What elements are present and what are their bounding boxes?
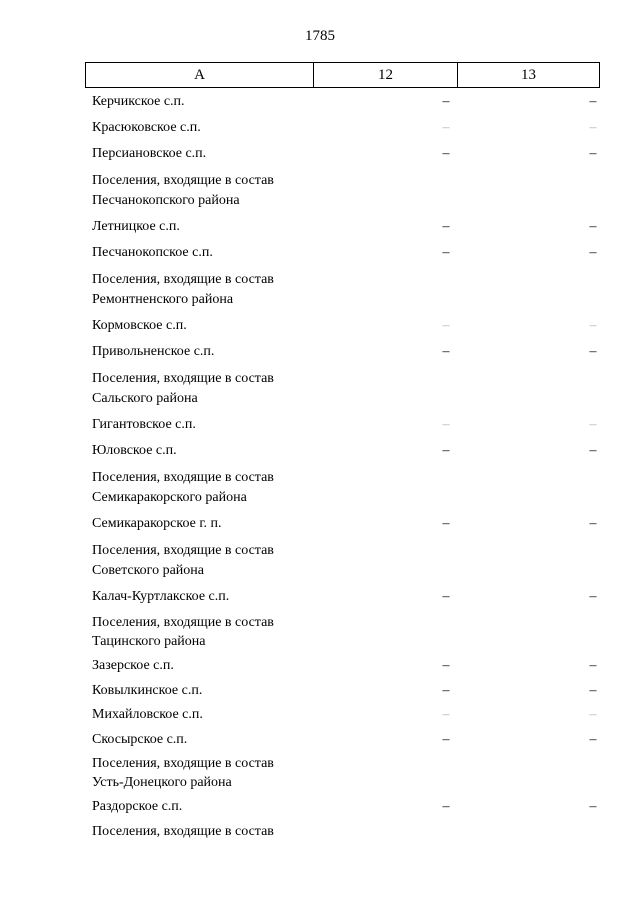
value-col-12: – (442, 443, 450, 458)
column-header-12: 12 (314, 63, 458, 87)
group-heading-line-1: Поселения, входящие в состав (92, 173, 274, 188)
settlement-name: Скосырское с.п. (92, 732, 188, 747)
column-header-13: 13 (521, 66, 536, 83)
settlement-name: Михайловское с.п. (92, 707, 203, 722)
settlement-name: Песчанокопское с.п. (92, 245, 213, 260)
value-col-13: – (589, 146, 597, 161)
value-col-13: – (589, 516, 597, 531)
settlement-name: Ковылкинское с.п. (92, 683, 203, 698)
settlement-name: Гигантовское с.п. (92, 417, 196, 432)
group-heading-line-2: Усть-Донецкого района (92, 775, 232, 790)
value-col-13: – (589, 94, 597, 109)
group-heading-line-1: Поселения, входящие в состав (92, 756, 274, 771)
group-heading-line-2: Ремонтненского района (92, 292, 234, 307)
group-heading-line-1: Поселения, входящие в состав (92, 824, 274, 839)
value-col-12: – (442, 589, 450, 604)
value-col-12: – (442, 120, 450, 135)
value-col-12: – (442, 799, 450, 814)
value-col-12: – (442, 683, 450, 698)
settlement-name: Привольненское с.п. (92, 344, 215, 359)
group-heading-line-2: Песчанокопского района (92, 193, 240, 208)
value-col-13: – (589, 417, 597, 432)
value-col-13: – (589, 318, 597, 333)
value-col-13: – (589, 683, 597, 698)
value-col-12: – (442, 516, 450, 531)
settlement-name: Зазерское с.п. (92, 658, 174, 673)
value-col-13: – (589, 658, 597, 673)
group-heading-line-1: Поселения, входящие в состав (92, 371, 274, 386)
value-col-12: – (442, 94, 450, 109)
value-col-13: – (589, 589, 597, 604)
group-heading-line-1: Поселения, входящие в состав (92, 615, 274, 630)
settlement-name: Кормовское с.п. (92, 318, 187, 333)
settlement-name: Семикаракорское г. п. (92, 516, 222, 531)
value-col-12: – (442, 732, 450, 747)
settlement-name: Раздорское с.п. (92, 799, 183, 814)
value-col-13: – (589, 120, 597, 135)
value-col-13: – (589, 443, 597, 458)
settlement-name: Красюковское с.п. (92, 120, 201, 135)
value-col-12: – (442, 146, 450, 161)
value-col-13: – (589, 344, 597, 359)
value-col-13: – (589, 245, 597, 260)
group-heading-line-1: Поселения, входящие в состав (92, 272, 274, 287)
value-col-12: – (442, 707, 450, 722)
group-heading-line-2: Сальского района (92, 391, 198, 406)
value-col-13: – (589, 732, 597, 747)
group-heading-line-2: Тацинского района (92, 634, 206, 649)
group-heading-line-1: Поселения, входящие в состав (92, 470, 274, 485)
group-heading-line-2: Семикаракорского района (92, 490, 247, 505)
settlement-name: Летницкое с.п. (92, 219, 180, 234)
group-heading-line-1: Поселения, входящие в состав (92, 543, 274, 558)
value-col-12: – (442, 658, 450, 673)
value-col-12: – (442, 417, 450, 432)
value-col-13: – (589, 799, 597, 814)
value-col-12: – (442, 344, 450, 359)
value-col-12: – (442, 219, 450, 234)
value-col-13: – (589, 219, 597, 234)
group-heading-line-2: Советского района (92, 563, 204, 578)
value-col-12: – (442, 245, 450, 260)
column-header-a: А (86, 63, 314, 87)
settlement-name: Калач-Куртлакское с.п. (92, 589, 230, 604)
value-col-12: – (442, 318, 450, 333)
settlement-name: Керчикское с.п. (92, 94, 185, 109)
page-number: 1785 (305, 28, 335, 44)
settlement-name: Юловское с.п. (92, 443, 177, 458)
value-col-13: – (589, 707, 597, 722)
settlement-name: Персиановское с.п. (92, 146, 207, 161)
